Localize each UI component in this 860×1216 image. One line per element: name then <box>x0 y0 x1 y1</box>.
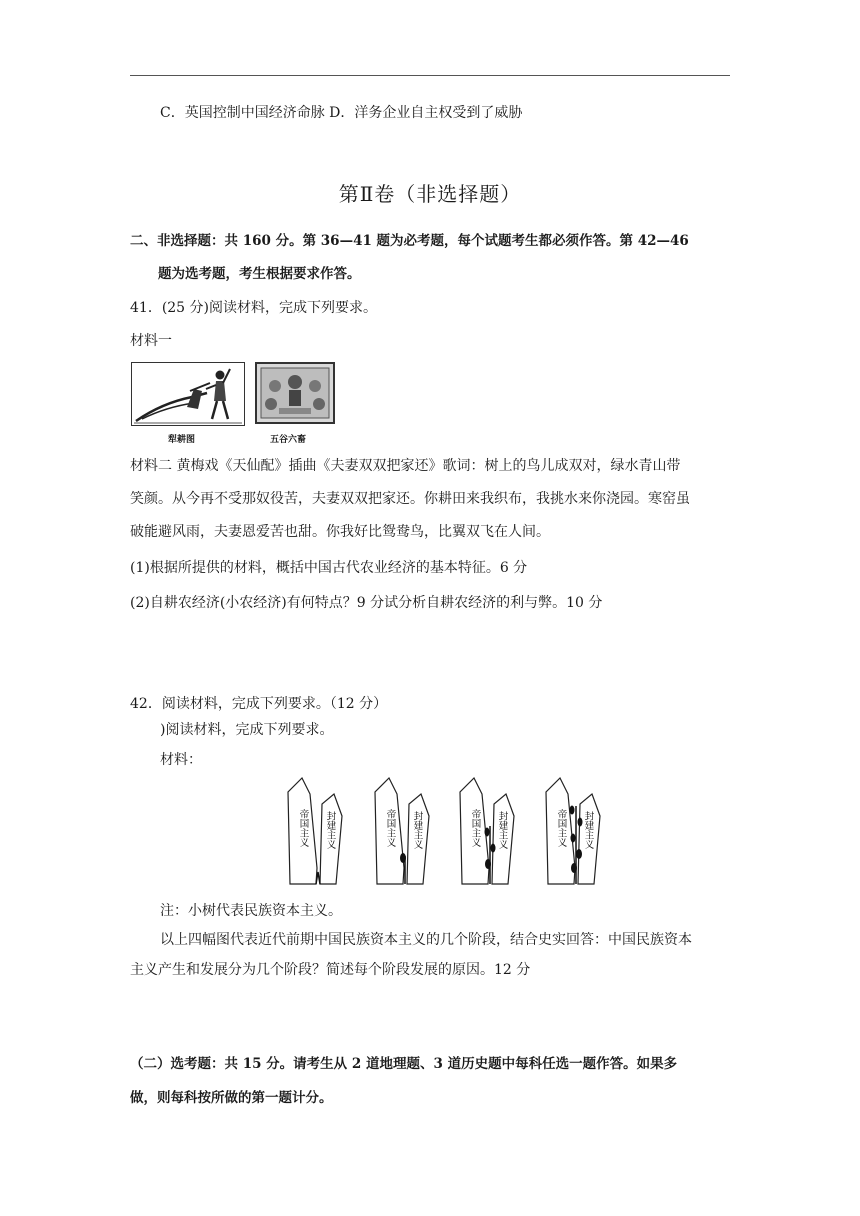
q42-note: 注：小树代表民族资本主义。 <box>160 903 342 919</box>
rocks-diagram <box>280 776 620 892</box>
q41-prompt: 41．(25 分)阅读材料，完成下列要求。 <box>130 300 378 316</box>
q42-question-line1: 以上四幅图代表近代前期中国民族资本主义的几个阶段，结合史实回答：中国民族资本 <box>160 932 692 948</box>
section-title: 第Ⅱ卷（非选择题） <box>338 182 522 206</box>
rock-label-right-1: 封建主义 <box>324 811 336 849</box>
rock-panel-4 <box>546 778 600 884</box>
q42-prompt: 42．阅读材料，完成下列要求。（12 分） <box>130 696 388 712</box>
rock-panel-2 <box>375 778 429 884</box>
q41-sub1: (1)根据所提供的材料，概括中国古代农业经济的基本特征。6 分 <box>130 560 528 576</box>
q41-material1-label: 材料一 <box>130 333 172 349</box>
q41-sub2: (2)自耕农经济(小农经济)有何特点？9 分试分析自耕农经济的利与弊。10 分 <box>130 595 603 611</box>
rock-label-right-3: 封建主义 <box>496 811 508 849</box>
grains-livestock-image <box>255 362 335 424</box>
rock-panel-3 <box>460 778 514 884</box>
caption-grains: 五谷六畜 <box>270 435 307 445</box>
q41-material2-line3: 破能避风雨，夫妻恩爱苦也甜。你我好比鸳鸯鸟，比翼双飞在人间。 <box>130 524 550 540</box>
rock-label-left-4: 帝国主义 <box>555 809 567 847</box>
rock-label-right-2: 封建主义 <box>411 811 423 849</box>
header-rule <box>130 75 730 76</box>
q42-prompt2: )阅读材料，完成下列要求。 <box>160 722 334 738</box>
q42-question-line2: 主义产生和发展分为几个阶段？简述每个阶段发展的原因。12 分 <box>130 962 531 978</box>
q41-material2-line2: 笑颜。从今再不受那奴役苦，夫妻双双把家还。你耕田来我织布，我挑水来你浇园。寒窑虽 <box>130 491 690 507</box>
rock-label-left-2: 帝国主义 <box>384 809 396 847</box>
rock-label-left-1: 帝国主义 <box>297 809 309 847</box>
caption-plowing: 犁耕图 <box>168 435 196 445</box>
rock-label-right-4: 封建主义 <box>582 811 594 849</box>
option-cd: C．英国控制中国经济命脉 D．洋务企业自主权受到了威胁 <box>160 105 523 121</box>
rock-label-left-3: 帝国主义 <box>469 809 481 847</box>
q42-material-label: 材料： <box>160 752 202 768</box>
part2-intro-line1: 二、非选择题：共 160 分。第 36—41 题为必考题，每个试题考生都必须作答。第 42—46 <box>130 233 689 249</box>
q41-material2-line1: 材料二 黄梅戏《天仙配》插曲《夫妻双双把家还》歌词：树上的鸟儿成双对，绿水青山带 <box>130 458 681 474</box>
elective-line2: 做，则每科按所做的第一题计分。 <box>130 1090 333 1106</box>
rock-panel-1 <box>288 778 342 884</box>
plowing-image <box>131 362 245 426</box>
part2-intro-line2: 题为选考题，考生根据要求作答。 <box>158 266 361 282</box>
elective-line1: （二）选考题：共 15 分。请考生从 2 道地理题、3 道历史题中每科任选一题作答。如果多 <box>130 1056 678 1072</box>
